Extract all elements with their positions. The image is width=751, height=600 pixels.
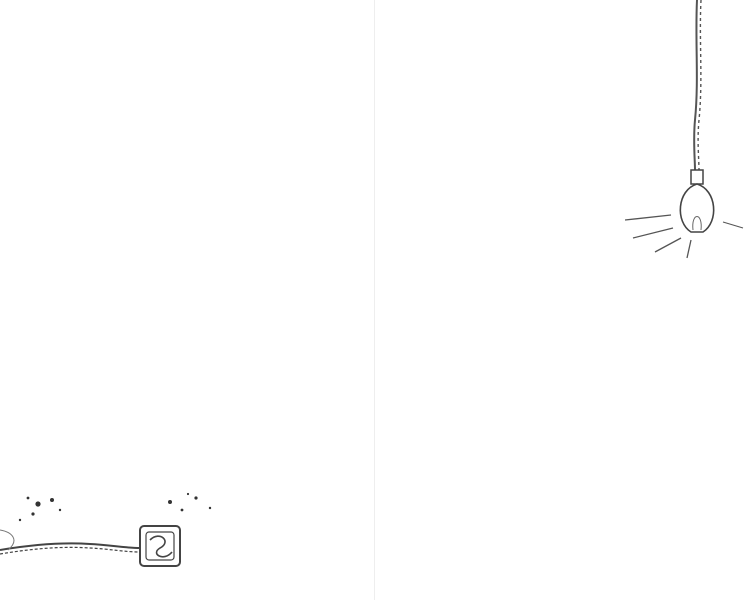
right-page	[375, 0, 751, 600]
hanging-lightbulb-illustration	[625, 0, 751, 260]
left-page	[0, 0, 375, 600]
rope-knot-illustration	[0, 490, 240, 590]
